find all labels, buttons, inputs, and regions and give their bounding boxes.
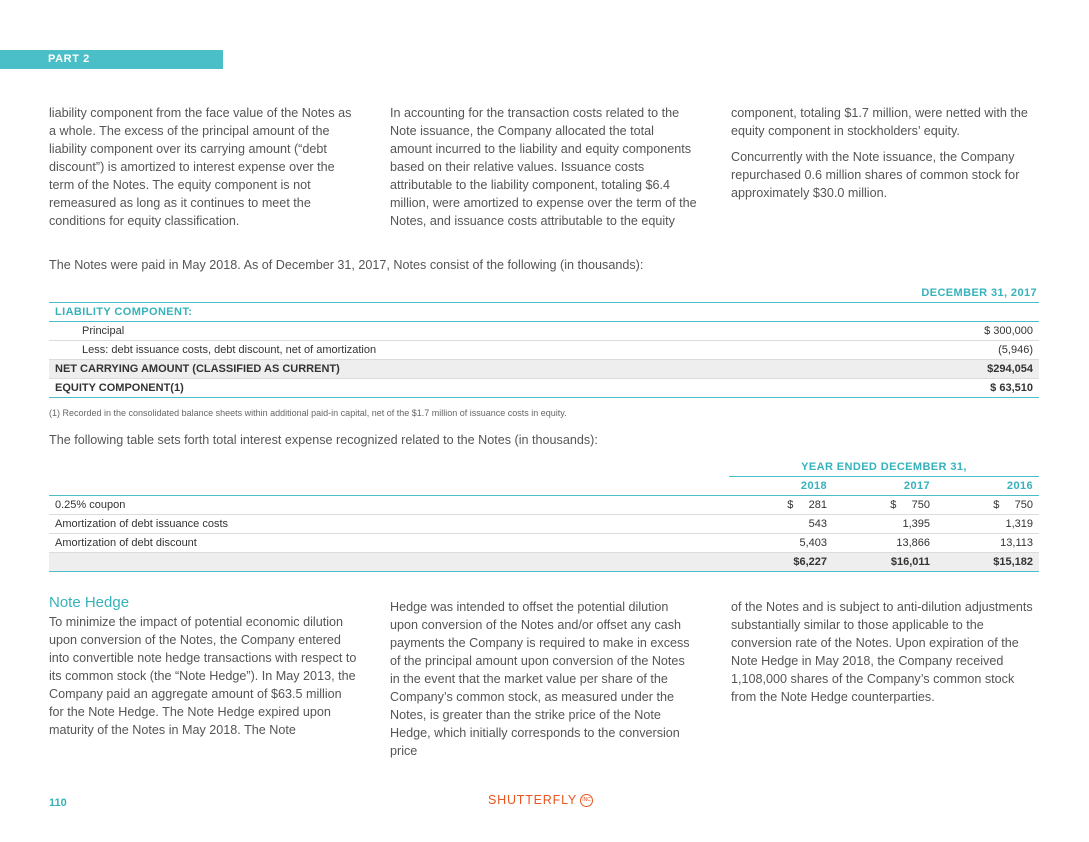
row-label: Principal [49, 322, 771, 341]
note-hedge-column-1 [49, 613, 357, 747]
interest-expense-table [49, 458, 1039, 572]
table-row [49, 496, 1039, 515]
row-value: $ 63,510 [771, 379, 1039, 398]
total-cell: $15,182 [936, 553, 1039, 572]
top-column-1 [49, 104, 357, 238]
year-header: 2016 [936, 477, 1039, 496]
total-cell: $6,227 [729, 553, 833, 572]
equity-row [49, 379, 1039, 398]
column-header: DECEMBER 31, 2017 [921, 287, 1037, 299]
cell: 5,403 [729, 534, 833, 553]
logo-text: SHUTTERFLY [488, 793, 578, 807]
paragraph: To minimize the impact of potential economic dilution upon conversion of the Notes, the Company entered into convertible note hedge transactions with respect to its common stock (the “Note Hedge”). In May 2013, the Company paid an aggregate amount of $63.5 million for the Note Hedge. The Note Hedge expired upon maturity of the Notes in May 2018. The Note [49, 615, 357, 737]
interest-intro-text: The following table sets forth total interest expense recognized related to the Notes (in thousands): [49, 433, 598, 447]
row-label: Amortization of debt issuance costs [49, 515, 729, 534]
paragraph: of the Notes and is subject to anti-dilution adjustments substantially similar to those applicable to the conversion rate of the Notes. Upon expiration of the Note Hedge in May 2018, the Company received 1,108,000 shares of the Company’s common stock from the Note Hedge counterparties. [731, 600, 1033, 704]
row-label: Amortization of debt discount [49, 534, 729, 553]
net-carrying-row [49, 360, 1039, 379]
notes-intro-text: The Notes were paid in May 2018. As of December 31, 2017, Notes consist of the following (in thousands): [49, 258, 644, 272]
cell: 13,113 [936, 534, 1039, 553]
cell: 13,866 [833, 534, 936, 553]
table-row [49, 341, 1039, 360]
section-heading: Note Hedge [49, 594, 130, 611]
row-label: NET CARRYING AMOUNT (CLASSIFIED AS CURRENT) [49, 360, 771, 379]
part-label: PART 2 [0, 50, 223, 69]
cell: $ 281 [729, 496, 833, 515]
inc-badge-icon: INC [580, 794, 593, 807]
paragraph: In accounting for the transaction costs related to the Note issuance, the Company allocated the total amount incurred to the liability and equity components based on their relative values. Issuance costs attributable to the liability component, totaling $6.4 million, were amortized to expense over the term of the Notes, and issuance costs attributable to the equity [390, 106, 697, 228]
table-row [49, 322, 1039, 341]
paragraph: component, totaling $1.7 million, were netted with the equity component in stockholders’ equity. [731, 106, 1028, 138]
table-row [49, 515, 1039, 534]
year-header: 2018 [729, 477, 833, 496]
cell: $ 750 [833, 496, 936, 515]
note-hedge-column-2 [390, 598, 698, 768]
note-hedge-column-3 [731, 598, 1039, 714]
row-label: EQUITY COMPONENT(1) [49, 379, 771, 398]
top-column-2 [390, 104, 698, 238]
row-value: $294,054 [771, 360, 1039, 379]
paragraph: liability component from the face value of the Notes as a whole. The excess of the principal amount of the liability component over its carrying amount (“debt discount”) is amortized to interest expense over the term of the Notes. The equity component is not remeasured as long as it continues to meet the conditions for equity classification. [49, 106, 352, 228]
notes-table [49, 284, 1039, 398]
group-header: YEAR ENDED DECEMBER 31, [729, 458, 1039, 477]
paragraph: Hedge was intended to offset the potential dilution upon conversion of the Notes and/or offset any cash payments the Company is required to make in excess of the principal amount upon conversion of the Notes in the event that the market value per share of the Company’s common stock, as measured under the Notes, is greater than the strike price of the Note Hedge, which initially corresponds to the conversion price [390, 600, 690, 758]
total-cell: $16,011 [833, 553, 936, 572]
paragraph: Concurrently with the Note issuance, the Company repurchased 0.6 million shares of common stock for approximately $30.0 million. [731, 150, 1020, 200]
row-value: (5,946) [771, 341, 1039, 360]
cell: $ 750 [936, 496, 1039, 515]
year-header: 2017 [833, 477, 936, 496]
cell: 1,319 [936, 515, 1039, 534]
footnote: (1) Recorded in the consolidated balance sheets within additional paid-in capital, net of the $1.7 million of issuance costs in equity. [49, 408, 567, 418]
row-label: Less: debt issuance costs, debt discount, net of amortization [49, 341, 771, 360]
cell: 1,395 [833, 515, 936, 534]
section-label: LIABILITY COMPONENT: [49, 303, 771, 322]
cell: 543 [729, 515, 833, 534]
top-column-3 [731, 104, 1039, 210]
shutterfly-logo [488, 793, 593, 807]
page-number: 110 [49, 797, 67, 809]
row-label: 0.25% coupon [49, 496, 729, 515]
totals-row [49, 553, 1039, 572]
table-row [49, 534, 1039, 553]
row-value: $ 300,000 [771, 322, 1039, 341]
